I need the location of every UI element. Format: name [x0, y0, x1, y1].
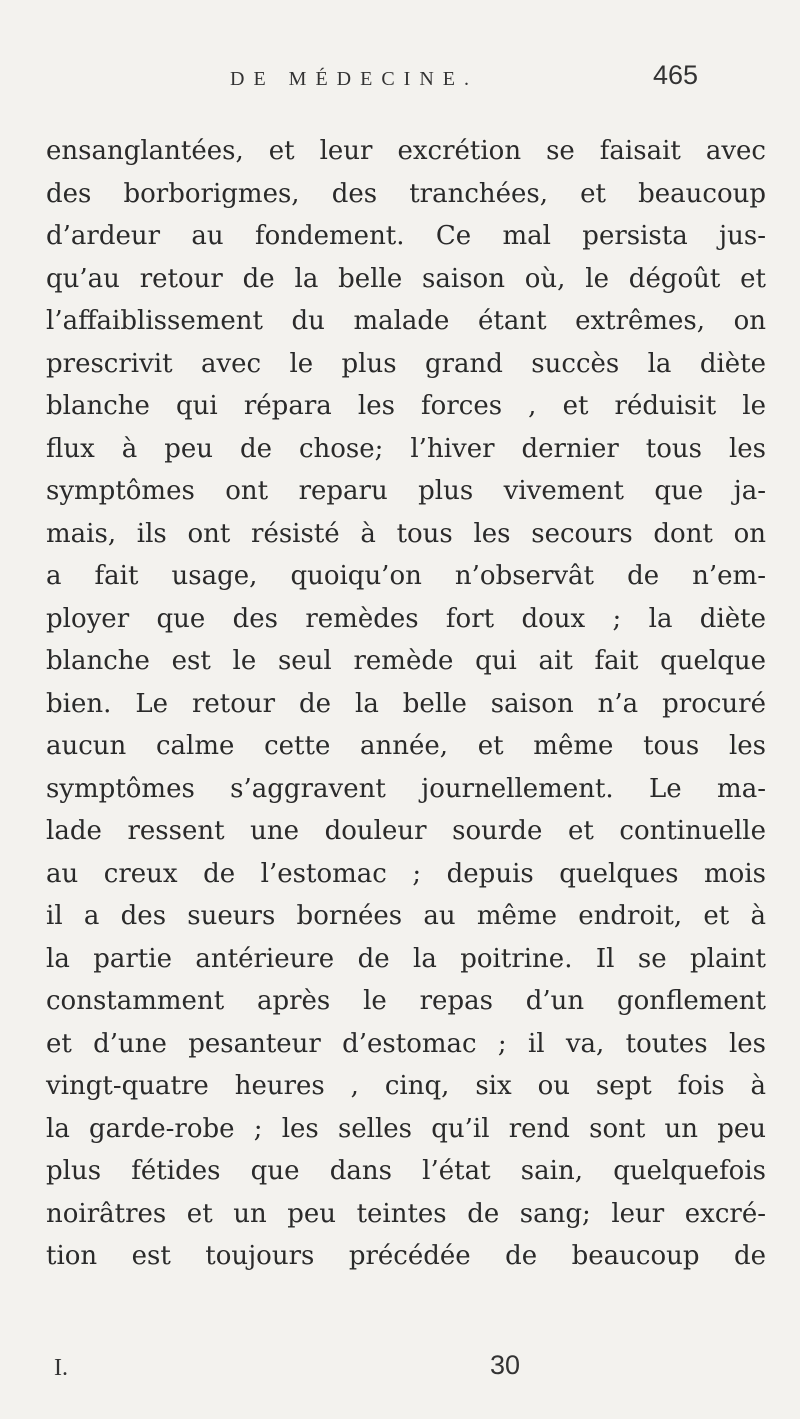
- text-line: symptômes ont reparu plus vivement que ja-: [46, 476, 766, 506]
- text-line: tion est toujours précédée de beaucoup de: [46, 1241, 766, 1271]
- signature-mark: I.: [54, 1355, 68, 1381]
- body-text: [46, 130, 766, 1278]
- text-line: qu’au retour de la belle saison où, le dégoût et: [46, 263, 766, 294]
- text-line: l’affaiblissement du malade étant extrêmes, on: [46, 306, 766, 336]
- text-line: lade ressent une douleur sourde et continuelle: [46, 816, 766, 846]
- text-line: la garde-robe ; les selles qu’il rend sont un peu: [46, 1113, 766, 1144]
- text-line: noirâtres et un peu teintes de sang; leur excré-: [46, 1198, 766, 1229]
- text-line: vingt-quatre heures , cinq, six ou sept fois à: [46, 1071, 766, 1101]
- text-line: a fait usage, quoiqu’on n’observât de n’em-: [46, 561, 766, 591]
- text-line: il a des sueurs bornées au même endroit, et à: [46, 901, 766, 931]
- text-line: ensanglantées, et leur excrétion se faisait avec: [46, 136, 766, 166]
- text-line: plus fétides que dans l’état sain, quelquefois: [46, 1156, 766, 1186]
- text-line: ployer que des remèdes fort doux ; la diète: [46, 603, 766, 634]
- text-line: des borborigmes, des tranchées, et beaucoup: [46, 178, 766, 209]
- text-line: bien. Le retour de la belle saison n’a procuré: [46, 688, 766, 719]
- text-line: blanche est le seul remède qui ait fait quelque: [46, 646, 766, 676]
- text-line: flux à peu de chose; l’hiver dernier tous les: [46, 433, 766, 464]
- running-title: DE MÉDECINE.: [230, 68, 478, 90]
- text-line: mais, ils ont résisté à tous les secours dont on: [46, 518, 766, 549]
- page-number: 465: [652, 60, 698, 90]
- text-line: blanche qui répara les forces , et réduisit le: [46, 391, 766, 421]
- text-line: prescrivit avec le plus grand succès la diète: [46, 348, 766, 379]
- text-line: aucun calme cette année, et même tous les: [46, 731, 766, 761]
- text-line: d’ardeur au fondement. Ce mal persista jus-: [46, 221, 766, 251]
- text-line: constamment après le repas d’un gonflement: [46, 986, 766, 1016]
- text-line: au creux de l’estomac ; depuis quelques mois: [46, 858, 766, 889]
- text-line: et d’une pesanteur d’estomac ; il va, toutes les: [46, 1028, 766, 1059]
- text-line: la partie antérieure de la poitrine. Il se plaint: [46, 943, 766, 974]
- text-line: symptômes s’aggravent journellement. Le ma-: [46, 773, 766, 804]
- running-head: [230, 60, 730, 100]
- catchword: 30: [490, 1350, 521, 1380]
